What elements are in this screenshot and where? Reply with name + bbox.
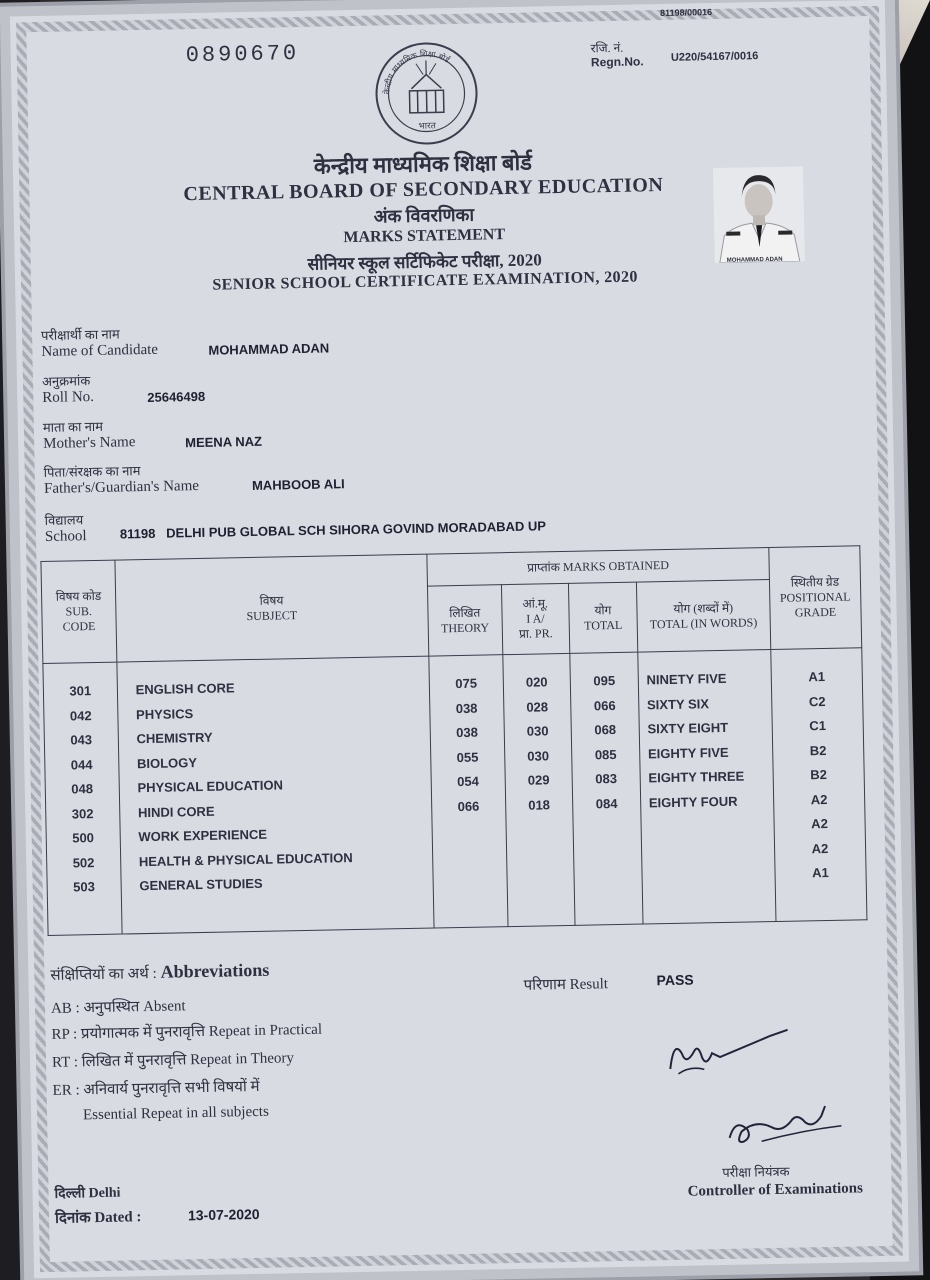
date-label: दिनांक Dated : (54, 1209, 142, 1227)
cell-words: EIGHTY FOUR (648, 793, 738, 810)
header-ia-en2: प्रा. PR. (518, 626, 553, 641)
header-grade-en1: POSITIONAL (779, 589, 851, 605)
cell-total: 085 (594, 746, 617, 762)
abbr-er-en: Essential Repeat in all subjects (82, 1103, 269, 1124)
signature-1 (659, 1022, 800, 1085)
cell-grade: A2 (810, 791, 828, 807)
cell-theory (432, 818, 505, 844)
cell-code: 044 (70, 756, 93, 772)
name-label-en: Name of Candidate (41, 341, 159, 360)
header-theory-hi: लिखित (449, 605, 481, 620)
cell-subject: WORK EXPERIENCE (138, 826, 268, 845)
abbr-er: ER : अनिवार्य पुनरावृत्ति सभी विषयों में (52, 1078, 260, 1099)
header-subject-en: SUBJECT (246, 607, 298, 623)
subject-column (117, 656, 434, 934)
regn-value: U220/54167/0016 (670, 50, 759, 64)
cell-theory: 055 (456, 749, 479, 765)
candidate-photo (713, 166, 805, 263)
abbr-rp: RP : प्रयोगात्मक में पुनरावृत्ति Repeat in Practical (51, 1021, 323, 1043)
regn-label-en: Regn.No. (590, 54, 644, 70)
school-label-en: School (44, 528, 87, 545)
cell-grade: A1 (812, 864, 829, 881)
cell-grade: A1 (808, 668, 826, 685)
mother-name: MEENA NAZ (185, 433, 263, 451)
controller-label-hi: परीक्षा नियंत्रक (722, 1163, 790, 1181)
cell-total (574, 816, 641, 842)
cell-theory (433, 843, 506, 869)
mother-label-en: Mother's Name (43, 434, 136, 452)
cell-total (574, 840, 641, 866)
header-subject (115, 554, 429, 662)
cell-code: 042 (69, 707, 92, 723)
top-number: 81198/00016 (659, 7, 713, 19)
cell-code: 302 (71, 805, 94, 821)
place: दिल्ली Delhi (54, 1185, 121, 1202)
doc-title-hi: अंक विवरणिका (373, 204, 475, 227)
abbreviations-title (50, 960, 269, 985)
cell-grade: C2 (808, 693, 826, 709)
board-name-en: CENTRAL BOARD OF SECONDARY EDUCATION (183, 174, 664, 206)
cell-subject: PHYSICAL EDUCATION (137, 777, 284, 796)
cell-ia (507, 841, 574, 867)
cell-total: 095 (593, 673, 616, 689)
header-total-words-hi: योग (शब्दों में) (673, 600, 734, 616)
cell-words: SIXTY SIX (646, 695, 710, 712)
abbreviations-title-hi: संक्षिप्तियों का अर्थ : (50, 965, 157, 984)
cell-code: 048 (71, 781, 94, 797)
cell-code: 301 (69, 683, 92, 699)
cell-code: 503 (73, 879, 96, 895)
cell-words (650, 838, 775, 865)
name-label-hi: परीक्षार्थी का नाम (40, 326, 120, 343)
header-theory-en: THEORY (440, 619, 490, 635)
regn-label-hi: रजि. नं. (590, 40, 624, 56)
cell-ia: 018 (528, 796, 551, 813)
doc-title-en: MARKS STATEMENT (343, 226, 506, 247)
seal-bottom-text: भारत (418, 121, 436, 132)
abbr-rt: RT : लिखित में पुनरावृत्ति Repeat in Theory (51, 1050, 295, 1071)
cell-grade: C1 (809, 717, 827, 734)
cell-total (575, 865, 642, 891)
code-column (43, 662, 122, 935)
header-total-en: TOTAL (584, 617, 623, 633)
header-sub-code-en2: CODE (62, 618, 96, 634)
cell-ia: 030 (526, 723, 549, 739)
serial-number: 0890670 (185, 40, 300, 69)
cell-code: 500 (72, 830, 95, 846)
header-total-hi: योग (594, 602, 612, 617)
roll-number: 25646498 (147, 388, 206, 405)
header-sub-code-en1: SUB. (65, 604, 93, 619)
cell-grade: A2 (811, 815, 828, 832)
header-total (569, 582, 638, 653)
exam-title-hi: सीनियर स्कूल सर्टिफिकेट परीक्षा, 2020 (307, 250, 543, 274)
cell-ia: 030 (527, 747, 550, 764)
cell-words: EIGHTY THREE (648, 768, 745, 786)
seal-text: केन्द्रीय माध्यमिक शिक्षा बोर्ड (382, 49, 452, 95)
header-marks-obtained: प्राप्तांक MARKS OBTAINED (427, 548, 769, 587)
cell-theory (433, 867, 506, 893)
cell-grade: B2 (810, 766, 828, 783)
father-label-en: Father's/Guardian's Name (43, 477, 200, 497)
cell-subject: ENGLISH CORE (135, 680, 235, 698)
roll-label-hi: अनुक्रमांक (41, 373, 91, 389)
cell-words: EIGHTY FIVE (647, 744, 729, 761)
header-grade-hi: स्थितीय ग्रेड (790, 574, 840, 590)
cell-ia: 020 (525, 674, 548, 690)
cell-ia (506, 817, 573, 843)
father-label-hi: पिता/संरक्षक का नाम (43, 463, 141, 480)
cell-total: 068 (594, 722, 617, 738)
cell-subject: HEALTH & PHYSICAL EDUCATION (138, 849, 353, 869)
header-total-words-en: TOTAL (IN WORDS) (649, 614, 758, 631)
cell-code: 502 (72, 854, 95, 870)
cell-words: SIXTY EIGHT (647, 719, 729, 737)
cell-subject: GENERAL STUDIES (139, 875, 263, 894)
words-column (638, 650, 776, 925)
cell-total: 083 (595, 771, 618, 787)
header-ia-hi: आं.मू. (522, 596, 549, 611)
board-name-hi: केन्द्रीय माध्यमिक शिक्षा बोर्ड (313, 149, 533, 179)
cell-total: 084 (595, 795, 618, 811)
header-ia (501, 583, 570, 654)
result-label: परिणाम Result (523, 976, 609, 994)
cell-subject: CHEMISTRY (136, 729, 213, 747)
header-subject-hi: विषय (259, 592, 284, 608)
header-ia-en1: I A/ (526, 611, 545, 626)
school-name: 81198 DELHI PUB GLOBAL SCH SIHORA GOVIND MORADABAD UP (119, 518, 547, 542)
cell-ia: 028 (526, 698, 549, 715)
cell-theory: 038 (455, 700, 478, 716)
candidate-name: MOHAMMAD ADAN (208, 340, 330, 358)
cell-subject: HINDI CORE (137, 803, 215, 820)
cell-ia: 029 (527, 772, 550, 788)
title-block (153, 143, 696, 295)
mother-label-hi: माता का नाम (42, 418, 104, 435)
grade-column (771, 648, 867, 922)
cell-code: 043 (70, 732, 93, 748)
header-sub-code-hi: विषय कोड (55, 588, 102, 604)
cell-words (649, 813, 774, 840)
cell-theory: 038 (456, 724, 479, 741)
cell-subject: BIOLOGY (136, 754, 198, 771)
school-label-hi: विद्यालय (44, 512, 84, 528)
father-name: MAHBOOB ALI (251, 476, 345, 493)
cell-grade: B2 (809, 742, 827, 758)
cell-words: NINETY FIVE (646, 670, 727, 688)
cell-words (650, 862, 775, 889)
abbr-ab: AB : अनुपस्थित Absent (50, 998, 186, 1017)
theory-column (429, 655, 508, 928)
date-value: 13-07-2020 (187, 1205, 260, 1224)
cell-subject: PHYSICS (135, 705, 194, 722)
marks-statement-document (10, 0, 909, 1278)
ia-column (502, 653, 575, 926)
cell-theory: 075 (455, 675, 478, 692)
photo-caption: MOHAMMAD ADAN (726, 256, 783, 264)
cell-theory: 066 (457, 798, 480, 814)
header-total-words (636, 580, 770, 653)
total-column (570, 652, 643, 925)
result-value: PASS (656, 971, 694, 989)
cell-grade: A2 (811, 840, 829, 856)
controller-label-en: Controller of Examinations (687, 1180, 864, 1200)
roll-label-en: Roll No. (42, 388, 95, 406)
header-theory (427, 585, 502, 656)
marks-table (40, 545, 867, 936)
abbreviations-title-en: Abbreviations (160, 959, 270, 982)
header-grade (769, 546, 862, 650)
header-sub-code (41, 560, 117, 663)
header-grade-en2: GRADE (794, 604, 837, 620)
cbse-seal-icon (370, 37, 482, 149)
cell-theory: 054 (457, 773, 480, 790)
cell-total: 066 (593, 697, 616, 713)
signature-2 (721, 1095, 862, 1158)
exam-title-en: SENIOR SCHOOL CERTIFICATE EXAMINATION, 2020 (212, 268, 638, 294)
cell-ia (507, 866, 574, 892)
